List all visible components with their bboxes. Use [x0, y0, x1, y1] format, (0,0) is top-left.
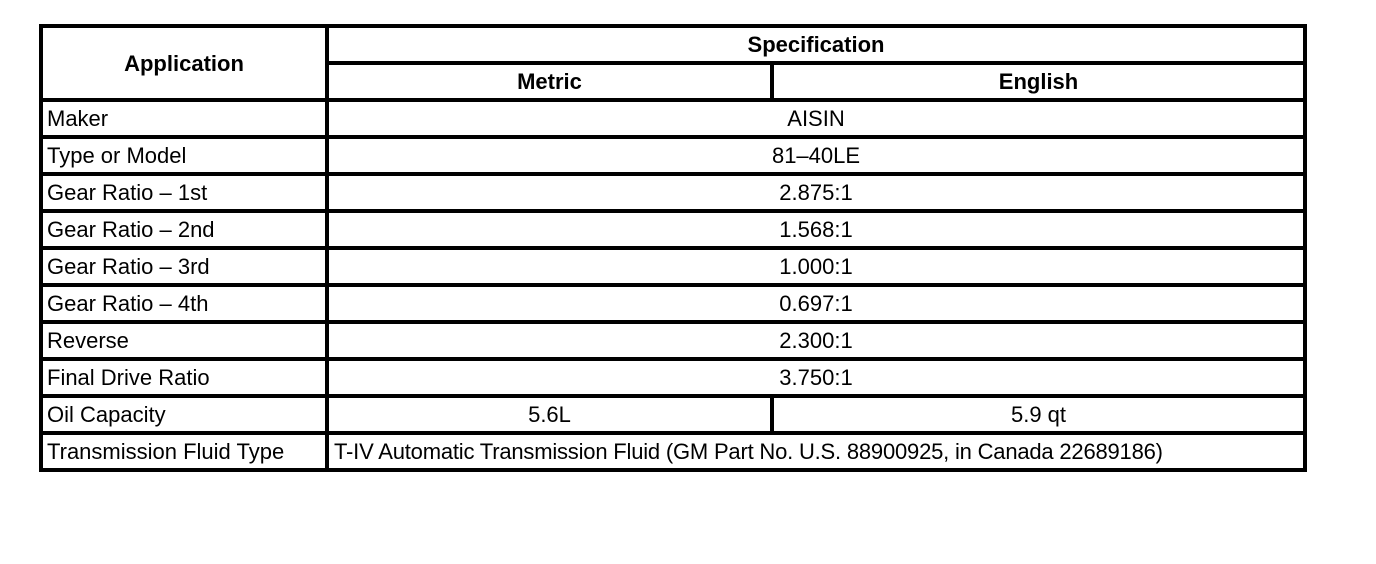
- row-label: Gear Ratio – 2nd: [41, 211, 327, 248]
- table-row: [41, 174, 1305, 211]
- table-row: [41, 137, 1305, 174]
- oil-capacity-label: Oil Capacity: [41, 396, 327, 433]
- row-value: 1.000:1: [327, 248, 1305, 285]
- row-value: 0.697:1: [327, 285, 1305, 322]
- table-row: [41, 322, 1305, 359]
- table-row: [41, 100, 1305, 137]
- fluid-type-label: Transmission Fluid Type: [41, 433, 327, 470]
- row-value: 3.750:1: [327, 359, 1305, 396]
- table-row: [41, 211, 1305, 248]
- row-value: 2.300:1: [327, 322, 1305, 359]
- specification-header: Specification: [327, 26, 1305, 63]
- metric-header: Metric: [327, 63, 772, 100]
- application-header: Application: [41, 26, 327, 100]
- specification-table: [39, 24, 1307, 472]
- oil-capacity-metric: 5.6L: [327, 396, 772, 433]
- english-header: English: [772, 63, 1305, 100]
- row-label: Reverse: [41, 322, 327, 359]
- row-value: 1.568:1: [327, 211, 1305, 248]
- table-row: [41, 248, 1305, 285]
- row-label: Type or Model: [41, 137, 327, 174]
- row-label: Gear Ratio – 4th: [41, 285, 327, 322]
- row-label: Maker: [41, 100, 327, 137]
- row-value: 2.875:1: [327, 174, 1305, 211]
- row-value: 81–40LE: [327, 137, 1305, 174]
- row-value: AISIN: [327, 100, 1305, 137]
- oil-capacity-english: 5.9 qt: [772, 396, 1305, 433]
- row-label: Final Drive Ratio: [41, 359, 327, 396]
- header-row-top: [41, 26, 1305, 63]
- table-row: [41, 359, 1305, 396]
- table-row: [41, 285, 1305, 322]
- fluid-type-value: T-IV Automatic Transmission Fluid (GM Part No. U.S. 88900925, in Canada 22689186): [327, 433, 1305, 470]
- oil-capacity-row: [41, 396, 1305, 433]
- row-label: Gear Ratio – 3rd: [41, 248, 327, 285]
- fluid-type-row: [41, 433, 1305, 470]
- row-label: Gear Ratio – 1st: [41, 174, 327, 211]
